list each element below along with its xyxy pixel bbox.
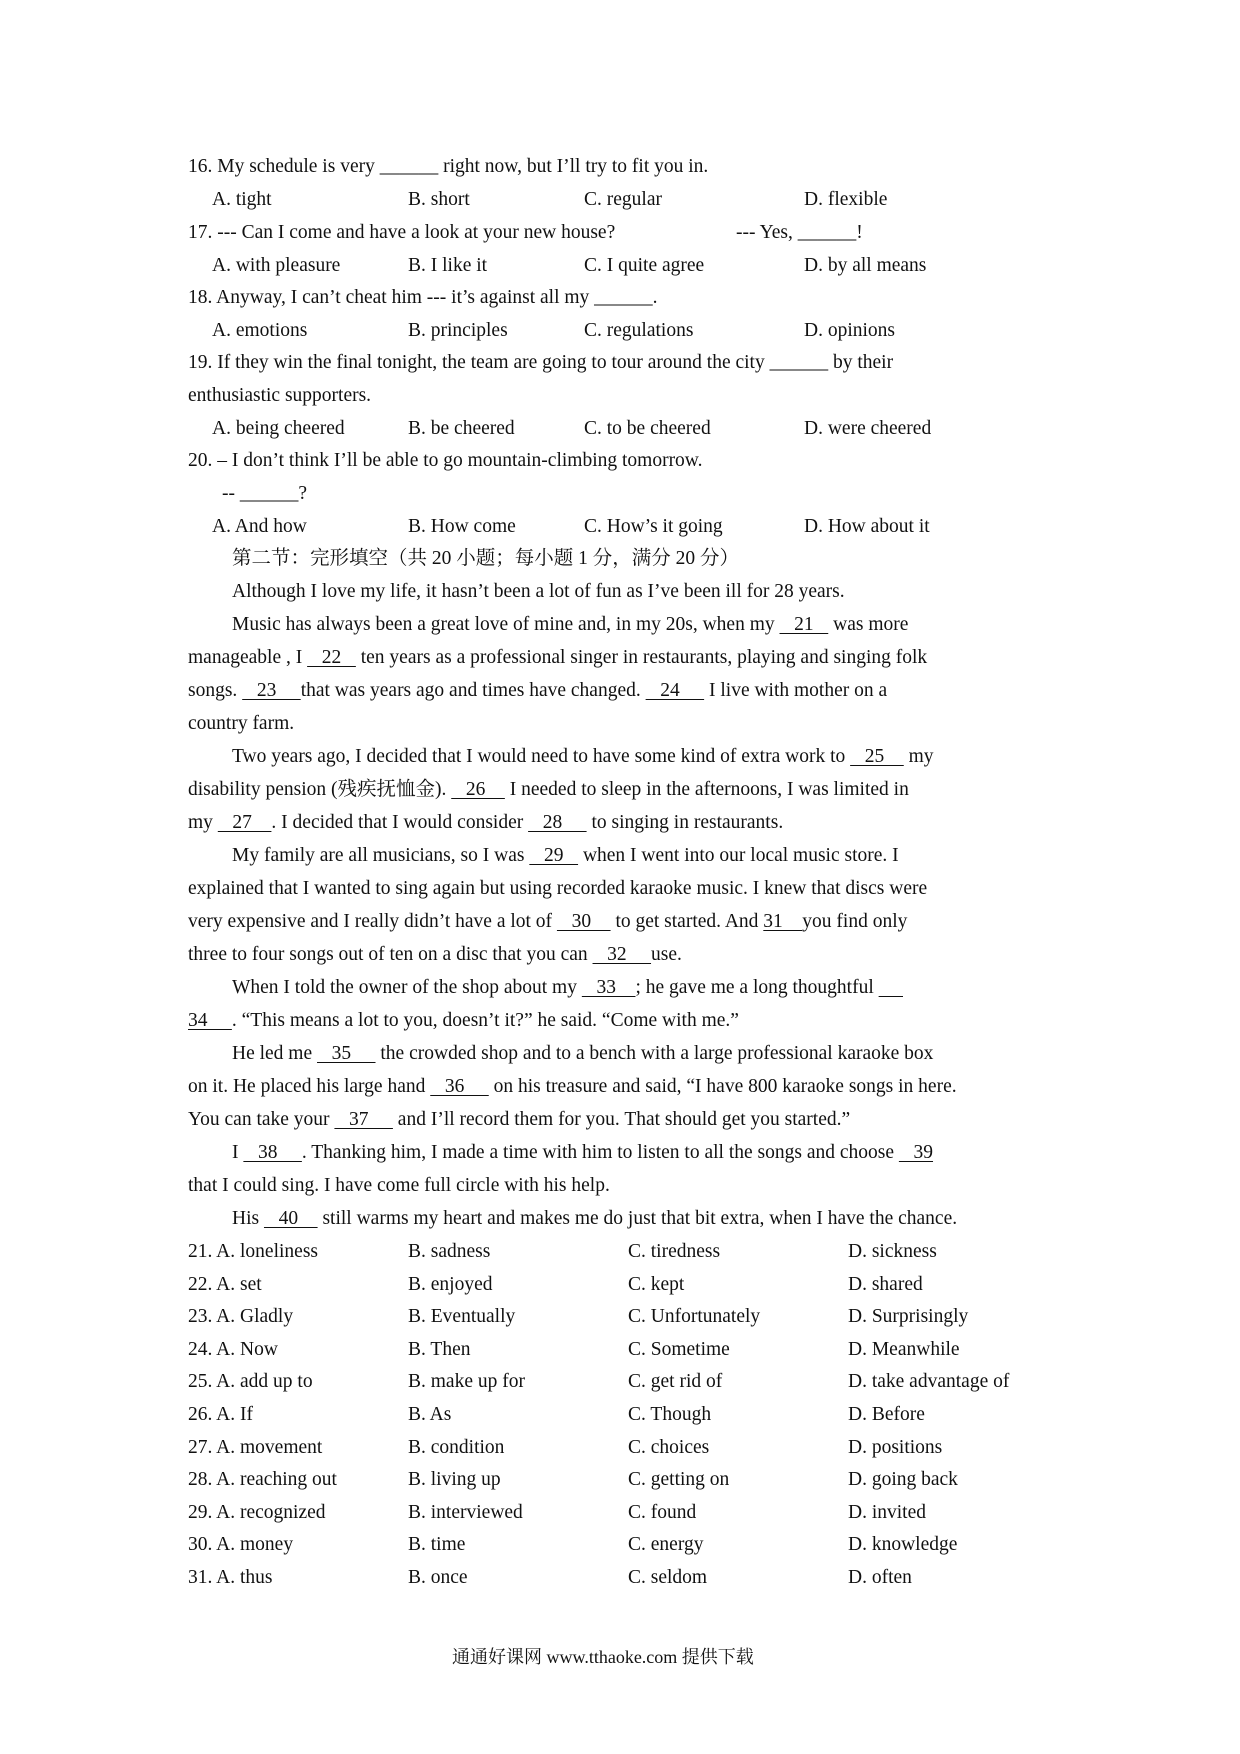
q19-option-c: C. to be cheered [584,418,711,439]
section-title: 第二节：完形填空（共 20 小题；每小题 1 分，满分 20 分） [232,548,740,569]
blank-34: 34 [188,1010,232,1031]
q18-option-d: D. opinions [804,320,896,341]
q19-option-b: B. be cheered [408,418,515,439]
q20-option-b: B. How come [408,516,516,537]
cloze-option-23-d: D. Surprisingly [848,1306,969,1327]
cloze-option-22-a: 22. A. set [188,1274,262,1295]
cloze-option-21-c: C. tiredness [628,1241,721,1262]
cloze-option-31-c: C. seldom [628,1567,708,1588]
passage-p2-line1: Music has always been a great love of mine and, in my 20s, when my 21 was more [232,614,909,635]
cloze-option-31-b: B. once [408,1567,468,1588]
q18-option-c: C. regulations [584,320,694,341]
cloze-option-25-d: D. take advantage of [848,1371,1010,1392]
cloze-option-29-a: 29. A. recognized [188,1502,326,1523]
q18-option-a: A. emotions [212,320,308,341]
q17-option-c: C. I quite agree [584,255,705,276]
blank-34-start [879,977,903,998]
passage-p3-line1: Two years ago, I decided that I would need to have some kind of extra work to 25 my [232,746,934,767]
blank-30: 30 [556,911,611,932]
q20-option-d: D. How about it [804,516,930,537]
passage-p2-line2: manageable , I 22 ten years as a professional singer in restaurants, playing and singing folk [188,647,928,668]
passage-p7-line2: that I could sing. I have come full circle with his help. [188,1175,610,1196]
cloze-option-31-a: 31. A. thus [188,1567,273,1588]
cloze-option-31-d: D. often [848,1567,912,1588]
cloze-option-27-a: 27. A. movement [188,1437,323,1458]
q16-option-a: A. tight [212,189,272,210]
passage-p2-line4: country farm. [188,713,295,734]
passage-p3-line3: my 27 . I decided that I would consider 28 to singing in restaurants. [188,812,784,833]
cloze-option-25-a: 25. A. add up to [188,1371,313,1392]
passage-p4-line4: three to four songs out of ten on a disc that you can 32 use. [188,944,682,965]
cloze-option-28-c: C. getting on [628,1469,730,1490]
q16-option-d: D. flexible [804,189,888,210]
cloze-option-21-b: B. sadness [408,1241,491,1262]
passage-p2-line3: songs. 23 that was years ago and times have changed. 24 I live with mother on a [188,680,888,701]
cloze-option-24-d: D. Meanwhile [848,1339,960,1360]
passage-p5-line2: 34 . “This means a lot to you, doesn’t it?” he said. “Come with me.” [188,1010,739,1031]
blank-29: 29 [529,845,579,866]
passage-p8-line1: His 40 still warms my heart and makes me do just that bit extra, when I have the chance. [232,1208,958,1229]
cloze-option-26-b: B. As [408,1404,452,1425]
q19-option-d: D. were cheered [804,418,932,439]
blank-33: 33 [581,977,636,998]
blank-26: 26 [451,779,505,800]
blank-39: 39 [898,1142,934,1163]
q17-option-b: B. I like it [408,255,488,276]
footer-source: 通通好课网 www.tthaoke.com 提供下载 [452,1647,754,1667]
cloze-option-30-b: B. time [408,1534,466,1555]
cloze-option-23-b: B. Eventually [408,1306,516,1327]
blank-32: 32 [592,944,652,965]
cloze-option-30-d: D. knowledge [848,1534,958,1555]
question-20-stem-cont: -- ______? [222,483,308,504]
passage-p3-line2: disability pension (残疾抚恤金). 26 I needed to sleep in the afternoons, I was limited in [188,779,909,800]
cloze-option-27-c: C. choices [628,1437,710,1458]
cloze-option-25-c: C. get rid of [628,1371,723,1392]
blank-36: 36 [430,1076,489,1097]
cloze-option-24-c: C. Sometime [628,1339,730,1360]
blank-21: 21 [779,614,829,635]
cloze-option-30-a: 30. A. money [188,1534,294,1555]
cloze-option-22-b: B. enjoyed [408,1274,493,1295]
cloze-option-26-a: 26. A. If [188,1404,253,1425]
passage-p4-line1: My family are all musicians, so I was 29 when I went into our local music store. I [232,845,899,866]
cloze-option-26-d: D. Before [848,1404,925,1425]
passage-p4-line2: explained that I wanted to sing again but using recorded karaoke music. I knew that discs were [188,878,928,899]
blank-27: 27 [217,812,272,833]
cloze-option-27-d: D. positions [848,1437,943,1458]
cloze-option-28-a: 28. A. reaching out [188,1469,337,1490]
cloze-option-24-b: B. Then [408,1339,471,1360]
cloze-option-29-b: B. interviewed [408,1502,523,1523]
question-19-stem: 19. If they win the final tonight, the team are going to tour around the city ______ by their [188,352,894,373]
blank-23: 23 [242,680,301,701]
blank-22: 22 [307,647,356,668]
question-20-stem: 20. – I don’t think I’ll be able to go mountain-climbing tomorrow. [188,450,703,471]
passage-p6-line1: He led me 35 the crowded shop and to a bench with a large professional karaoke box [232,1043,934,1064]
cloze-option-24-a: 24. A. Now [188,1339,278,1360]
passage-p4-line3: very expensive and I really didn’t have a lot of 30 to get started. And 31 you find only [188,911,908,932]
blank-25: 25 [850,746,904,767]
cloze-option-22-c: C. kept [628,1274,685,1295]
cloze-option-28-b: B. living up [408,1469,501,1490]
cloze-option-21-d: D. sickness [848,1241,937,1262]
passage-p1: Although I love my life, it hasn’t been a lot of fun as I’ve been ill for 28 years. [232,581,845,602]
q16-option-b: B. short [408,189,470,210]
cloze-option-29-d: D. invited [848,1502,926,1523]
cloze-option-25-b: B. make up for [408,1371,525,1392]
cloze-option-22-d: D. shared [848,1274,923,1295]
cloze-option-23-a: 23. A. Gladly [188,1306,294,1327]
blank-40: 40 [263,1208,318,1229]
q19-option-a: A. being cheered [212,418,345,439]
passage-p5-line1: When I told the owner of the shop about my 33 ; he gave me a long thoughtful [232,975,903,1001]
cloze-option-23-c: C. Unfortunately [628,1306,761,1327]
blank-31: 31 [763,911,803,932]
passage-p6-line3: You can take your 37 and I’ll record them for you. That should get you started.” [188,1109,851,1130]
cloze-option-21-a: 21. A. loneliness [188,1241,318,1262]
q17-option-a: A. with pleasure [212,255,341,276]
question-17-stem: 17. --- Can I come and have a look at your new house? [188,222,616,243]
q20-option-c: C. How’s it going [584,516,723,537]
question-17-reply: --- Yes, ______! [736,222,863,243]
cloze-option-29-c: C. found [628,1502,697,1523]
q17-option-d: D. by all means [804,255,927,276]
cloze-option-28-d: D. going back [848,1469,958,1490]
cloze-option-30-c: C. energy [628,1534,704,1555]
q18-option-b: B. principles [408,320,508,341]
cloze-option-26-c: C. Though [628,1404,712,1425]
blank-35: 35 [317,1043,376,1064]
q16-option-c: C. regular [584,189,662,210]
blank-37: 37 [334,1109,393,1130]
question-19-stem-cont: enthusiastic supporters. [188,385,372,406]
blank-24: 24 [645,680,705,701]
cloze-option-27-b: B. condition [408,1437,505,1458]
question-16-stem: 16. My schedule is very ______ right now, but I’ll try to fit you in. [188,156,709,177]
blank-38: 38 [243,1142,302,1163]
passage-p6-line2: on it. He placed his large hand 36 on his treasure and said, “I have 800 karaoke songs in here. [188,1076,957,1097]
passage-p7-line1: I 38 . Thanking him, I made a time with him to listen to all the songs and choose 39 [232,1142,934,1163]
blank-28: 28 [528,812,587,833]
question-18-stem: 18. Anyway, I can’t cheat him --- it’s against all my ______. [188,287,658,308]
q20-option-a: A. And how [212,516,307,537]
